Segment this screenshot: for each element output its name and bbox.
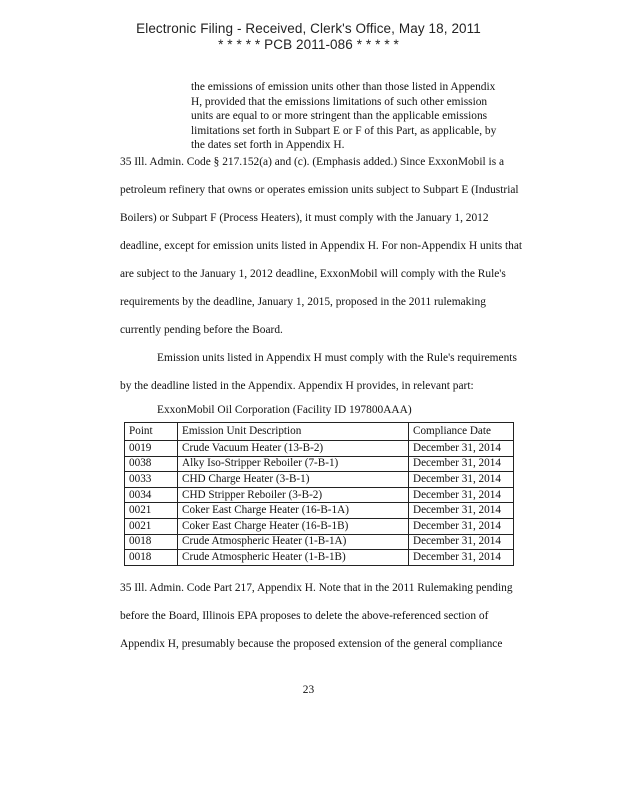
cell-point: 0021: [125, 518, 178, 534]
cell-compliance-date: December 31, 2014: [409, 518, 514, 534]
quote-line: the emissions of emission units other than those listed in Appendix: [191, 81, 496, 93]
table-row: [125, 441, 514, 457]
cell-point: 0038: [125, 456, 178, 472]
cell-compliance-date: December 31, 2014: [409, 441, 514, 457]
facility-heading: ExxonMobil Oil Corporation (Facility ID 197800AAA): [157, 404, 412, 416]
cell-description: Crude Atmospheric Heater (1-B-1B): [178, 550, 409, 566]
paragraph-line: 35 Ill. Admin. Code Part 217, Appendix H. Note that in the 2011 Rulemaking pending: [120, 582, 513, 594]
table-row: [125, 518, 514, 534]
column-header-description: Emission Unit Description: [178, 423, 409, 441]
cell-compliance-date: December 31, 2014: [409, 456, 514, 472]
page-number: 23: [302, 684, 315, 696]
table-row: [125, 550, 514, 566]
quote-line: H, provided that the emissions limitations of such other emission: [191, 95, 488, 108]
paragraph-line: 35 Ill. Admin. Code § 217.152(a) and (c). (Emphasis added.) Since ExxonMobil is a: [120, 156, 505, 168]
table-row: [125, 487, 514, 503]
cell-point: 0021: [125, 503, 178, 519]
cell-point: 0034: [125, 487, 178, 503]
cell-compliance-date: December 31, 2014: [409, 550, 514, 566]
table-header-row: [125, 423, 514, 441]
quote-line: limitations set forth in Subpart E or F of this Part, as applicable, by: [191, 124, 497, 137]
cell-compliance-date: December 31, 2014: [409, 503, 514, 519]
cell-description: Crude Vacuum Heater (13-B-2): [178, 441, 409, 457]
quote-line: units are equal to or more stringent than the applicable emissions: [191, 110, 488, 123]
cell-description: Coker East Charge Heater (16-B-1A): [178, 503, 409, 519]
cell-compliance-date: December 31, 2014: [409, 534, 514, 550]
table-row: [125, 534, 514, 550]
appendix-h-table: [124, 422, 514, 566]
cell-description: Alky Iso-Stripper Reboiler (7-B-1): [178, 456, 409, 472]
filing-stamp-line-2: * * * * * PCB 2011-086 * * * * *: [218, 37, 399, 52]
cell-point: 0018: [125, 534, 178, 550]
paragraph-line: Emission units listed in Appendix H must comply with the Rule's requirements: [157, 352, 517, 364]
paragraph-line: currently pending before the Board.: [120, 324, 283, 336]
column-header-compliance-date: Compliance Date: [409, 423, 514, 441]
paragraph-line: deadline, except for emission units listed in Appendix H. For non-Appendix H units that: [120, 240, 523, 252]
paragraph-line: by the deadline listed in the Appendix. Appendix H provides, in relevant part:: [120, 380, 474, 392]
cell-compliance-date: December 31, 2014: [409, 472, 514, 488]
paragraph-line: before the Board, Illinois EPA proposes to delete the above-referenced section of: [120, 610, 489, 622]
quote-line: the dates set forth in Appendix H.: [191, 139, 345, 152]
table-row: [125, 472, 514, 488]
cell-compliance-date: December 31, 2014: [409, 487, 514, 503]
filing-stamp-line-1: Electronic Filing - Received, Clerk's Office, May 18, 2011: [136, 21, 481, 36]
cell-point: 0019: [125, 441, 178, 457]
cell-description: Coker East Charge Heater (16-B-1B): [178, 518, 409, 534]
paragraph-line: petroleum refinery that owns or operates emission units subject to Subpart E (Industrial: [120, 184, 519, 196]
table-row: [125, 456, 514, 472]
cell-description: Crude Atmospheric Heater (1-B-1A): [178, 534, 409, 550]
column-header-point: Point: [125, 423, 178, 441]
paragraph-line: Appendix H, presumably because the proposed extension of the general compliance: [120, 638, 503, 650]
cell-description: CHD Stripper Reboiler (3-B-2): [178, 487, 409, 503]
block-quote: [191, 80, 511, 153]
cell-point: 0033: [125, 472, 178, 488]
cell-point: 0018: [125, 550, 178, 566]
cell-description: CHD Charge Heater (3-B-1): [178, 472, 409, 488]
table-row: [125, 503, 514, 519]
paragraph-line: Boilers) or Subpart F (Process Heaters), it must comply with the January 1, 2012: [120, 212, 489, 224]
paragraph-line: requirements by the deadline, January 1, 2015, proposed in the 2011 rulemaking: [120, 296, 486, 308]
paragraph-line: are subject to the January 1, 2012 deadline, ExxonMobil will comply with the Rule's: [120, 268, 506, 280]
